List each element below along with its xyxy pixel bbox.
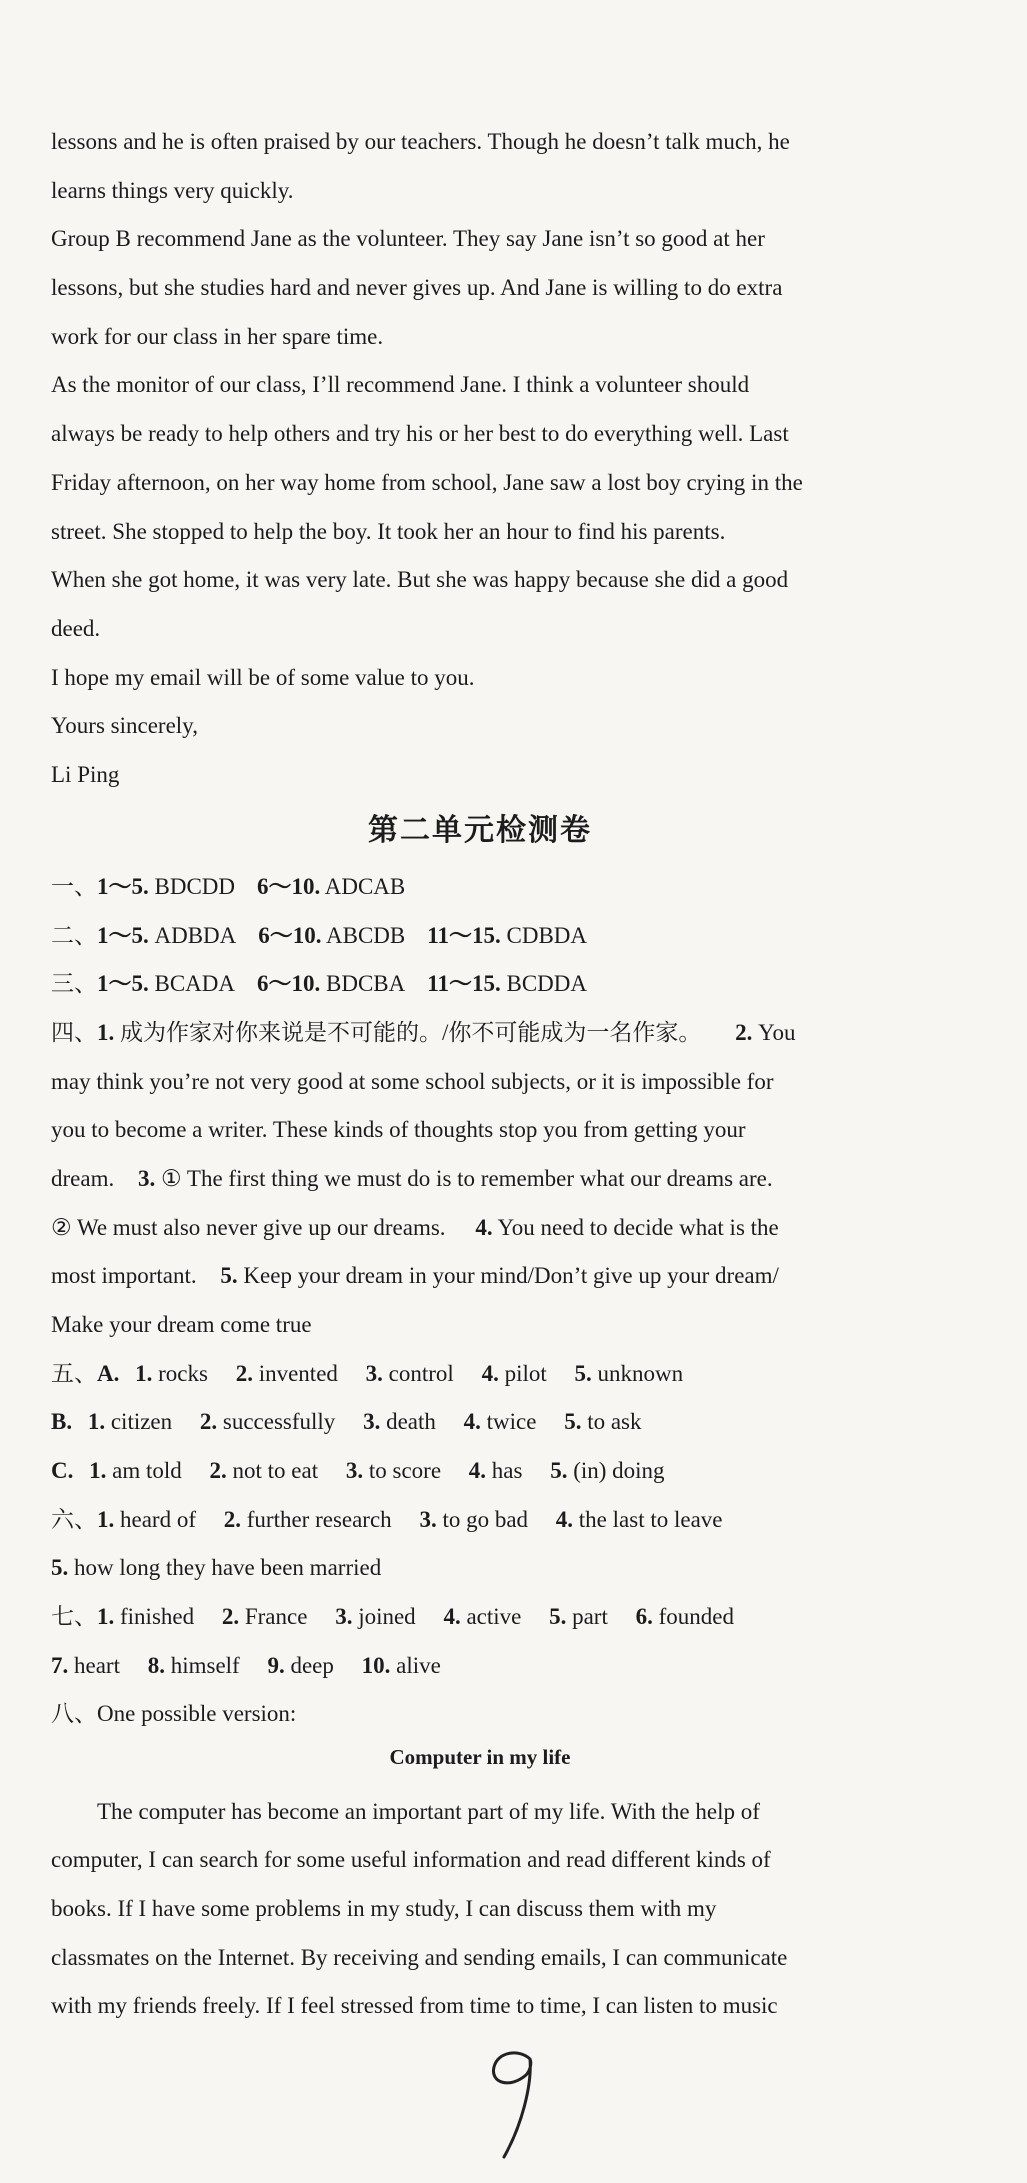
letter-line: Friday afternoon, on her way home from school, Jane saw a lost boy crying in the (51, 470, 803, 495)
question-range: 6～10. (257, 874, 321, 899)
answer-value: ABCDB (326, 923, 406, 948)
subsection-letter: C. (51, 1458, 74, 1483)
answer-row-4-line: Make your dream come true (51, 1312, 312, 1337)
question-number: 1. (89, 1458, 107, 1483)
answer-word: founded (658, 1604, 734, 1629)
answer-row-2 (51, 919, 917, 953)
page-number (480, 2045, 550, 2165)
answer-word: heart (74, 1653, 120, 1678)
answer-value: BCADA (154, 971, 236, 996)
answer-word: part (572, 1604, 608, 1629)
question-number: 5. (220, 1263, 238, 1288)
question-number: 4. (468, 1458, 487, 1483)
answer-value: ADBDA (154, 923, 237, 948)
answer-row-4-line: you to become a writer. These kinds of thoughts stop you from getting your (51, 1117, 746, 1142)
answer-word: to score (368, 1458, 442, 1483)
answer-row-5b (51, 1405, 917, 1439)
question-number: 6. (635, 1604, 653, 1629)
part-label: 七、 (51, 1604, 97, 1629)
answer-word: (in) doing (573, 1458, 665, 1483)
answer-text: ② We must also never give up our dreams. (51, 1215, 446, 1240)
question-number: 5. (574, 1361, 592, 1386)
answer-row-4-line (51, 1211, 917, 1245)
answer-value: BDCDD (154, 874, 236, 899)
letter-line: I hope my email will be of some value to you. (51, 665, 475, 690)
subsection-letter: B. (51, 1409, 73, 1434)
answer-value: BDCBA (326, 971, 406, 996)
question-range: 1～5. (97, 923, 149, 948)
letter-line: work for our class in her spare time. (51, 324, 384, 349)
answer-word: himself (170, 1653, 240, 1678)
answer-row-4-line: may think you’re not very good at some school subjects, or it is impossible for (51, 1069, 774, 1094)
answer-row-5a (51, 1357, 917, 1391)
answer-row-4-line (51, 1259, 917, 1293)
essay-title: Computer in my life (389, 1745, 571, 1769)
question-number: 4. (555, 1507, 574, 1532)
part-label: 三、 (51, 971, 97, 996)
question-number: 10. (361, 1653, 391, 1678)
question-number: 3. (137, 1166, 156, 1191)
answer-row-5c (51, 1454, 917, 1488)
answer-word: successfully (222, 1409, 336, 1434)
question-number: 3. (365, 1361, 383, 1386)
answer-row-7 (51, 1600, 917, 1634)
answer-word: not to eat (232, 1458, 319, 1483)
answer-word: France (244, 1604, 308, 1629)
part-label: 六、 (51, 1507, 97, 1532)
question-number: 3. (345, 1458, 364, 1483)
question-number: 1. (97, 1507, 115, 1532)
answer-row-6 (51, 1551, 917, 1585)
answer-word: has (491, 1458, 523, 1483)
question-number: 5. (549, 1604, 567, 1629)
answer-row-6 (51, 1503, 917, 1537)
answer-text: ① The first thing we must do is to remember what our dreams are. (160, 1166, 773, 1191)
question-number: 2. (223, 1507, 241, 1532)
answer-word: rocks (158, 1361, 208, 1386)
answer-word: unknown (597, 1361, 684, 1386)
question-number: 1. (97, 1020, 115, 1045)
answer-word: invented (258, 1361, 338, 1386)
question-range: 6～10. (257, 971, 321, 996)
question-range: 1～5. (97, 874, 149, 899)
answer-row-7 (51, 1649, 917, 1683)
question-number: 5. (564, 1409, 582, 1434)
essay-line: with my friends freely. If I feel stressed from time to time, I can listen to music (51, 1993, 778, 2018)
answer-word: deep (290, 1653, 334, 1678)
answer-word: joined (358, 1604, 416, 1629)
question-number: 4. (463, 1409, 481, 1434)
answer-word: citizen (110, 1409, 173, 1434)
answer-row-4-line (51, 1016, 917, 1050)
answer-value: CDBDA (506, 923, 588, 948)
question-number: 4. (443, 1604, 461, 1629)
letter-line: Group B recommend Jane as the volunteer. They say Jane isn’t so good at her (51, 226, 765, 251)
answer-value: BCDDA (506, 971, 588, 996)
essay-line: computer, I can search for some useful information and read different kinds of (51, 1847, 771, 1872)
handwritten-page-number (480, 2045, 550, 2165)
letter-line: deed. (51, 616, 101, 641)
part-label: 八、 (51, 1701, 97, 1726)
answer-text: Keep your dream in your mind/Don’t give up your dream/ (243, 1263, 779, 1288)
answer-row-1 (51, 870, 917, 904)
letter-line: always be ready to help others and try his or her best to do everything well. Last (51, 421, 789, 446)
page-number-text (550, 2045, 551, 2046)
question-range: 11～15. (427, 923, 501, 948)
letter-line: learns things very quickly. (51, 178, 294, 203)
question-range: 6～10. (258, 923, 322, 948)
answer-word: am told (112, 1458, 182, 1483)
answer-row-4-line (51, 1162, 917, 1196)
section-title: 第二单元检测卷 (368, 813, 592, 848)
answer-row-3 (51, 967, 917, 1001)
question-range: 11～15. (427, 971, 501, 996)
answer-text: You (758, 1020, 796, 1045)
question-number: 2. (235, 1361, 253, 1386)
question-number: 3. (419, 1507, 437, 1532)
question-number: 9. (267, 1653, 285, 1678)
question-number: 1. (87, 1409, 106, 1434)
question-number: 7. (51, 1653, 69, 1678)
question-number: 4. (475, 1215, 493, 1240)
answer-text: You need to decide what is the (497, 1215, 779, 1240)
letter-signature: Li Ping (51, 762, 120, 787)
answer-word: death (386, 1409, 436, 1434)
question-number: 1. (135, 1361, 153, 1386)
answer-word: pilot (504, 1361, 547, 1386)
answer-word: finished (120, 1604, 195, 1629)
part-label: 四、 (51, 1020, 97, 1045)
question-number: 2. (735, 1020, 753, 1045)
answer-word: twice (486, 1409, 537, 1434)
question-number: 3. (363, 1409, 381, 1434)
part-label: 一、 (51, 874, 97, 899)
answer-word: to ask (587, 1409, 642, 1434)
question-number: 5. (51, 1555, 69, 1580)
answer-text: most important. (51, 1263, 197, 1288)
answer-text: 成为作家对你来说是不可能的。/你不可能成为一名作家。 (120, 1020, 702, 1045)
letter-line: lessons and he is often praised by our teachers. Though he doesn’t talk much, he (51, 129, 790, 154)
essay-line: books. If I have some problems in my study, I can discuss them with my (51, 1896, 717, 1921)
answer-text: One possible version: (97, 1701, 297, 1726)
answer-word: further research (246, 1507, 392, 1532)
question-number: 2. (221, 1604, 240, 1629)
answer-text: dream. (51, 1166, 115, 1191)
answer-word: to go bad (442, 1507, 529, 1532)
answer-value: ADCAB (324, 874, 406, 899)
letter-line: When she got home, it was very late. But she was happy because she did a good (51, 567, 789, 592)
answer-word: how long they have been married (74, 1555, 382, 1580)
question-number: 5. (550, 1458, 568, 1483)
answer-word: heard of (120, 1507, 196, 1532)
letter-line: street. She stopped to help the boy. It took her an hour to find his parents. (51, 519, 726, 544)
question-range: 1～5. (97, 971, 149, 996)
letter-line: lessons, but she studies hard and never gives up. And Jane is willing to do extra (51, 275, 783, 300)
question-number: 4. (481, 1361, 499, 1386)
answer-word: active (466, 1604, 522, 1629)
question-number: 2. (199, 1409, 218, 1434)
essay-line: classmates on the Internet. By receiving and sending emails, I can communicate (51, 1945, 788, 1970)
letter-closing: Yours sincerely, (51, 713, 198, 738)
answer-word: control (388, 1361, 454, 1386)
answer-word: the last to leave (578, 1507, 723, 1532)
subsection-letter: A. (97, 1361, 120, 1386)
answer-word: alive (396, 1653, 441, 1678)
question-number: 1. (97, 1604, 115, 1629)
question-number: 3. (335, 1604, 353, 1629)
question-number: 2. (209, 1458, 227, 1483)
part-label: 二、 (51, 923, 97, 948)
question-number: 8. (147, 1653, 165, 1678)
essay-line: The computer has become an important part of my life. With the help of (97, 1799, 760, 1824)
part-label: 五、 (51, 1361, 97, 1386)
answer-row-8 (51, 1697, 917, 1731)
letter-line: As the monitor of our class, I’ll recommend Jane. I think a volunteer should (51, 372, 750, 397)
